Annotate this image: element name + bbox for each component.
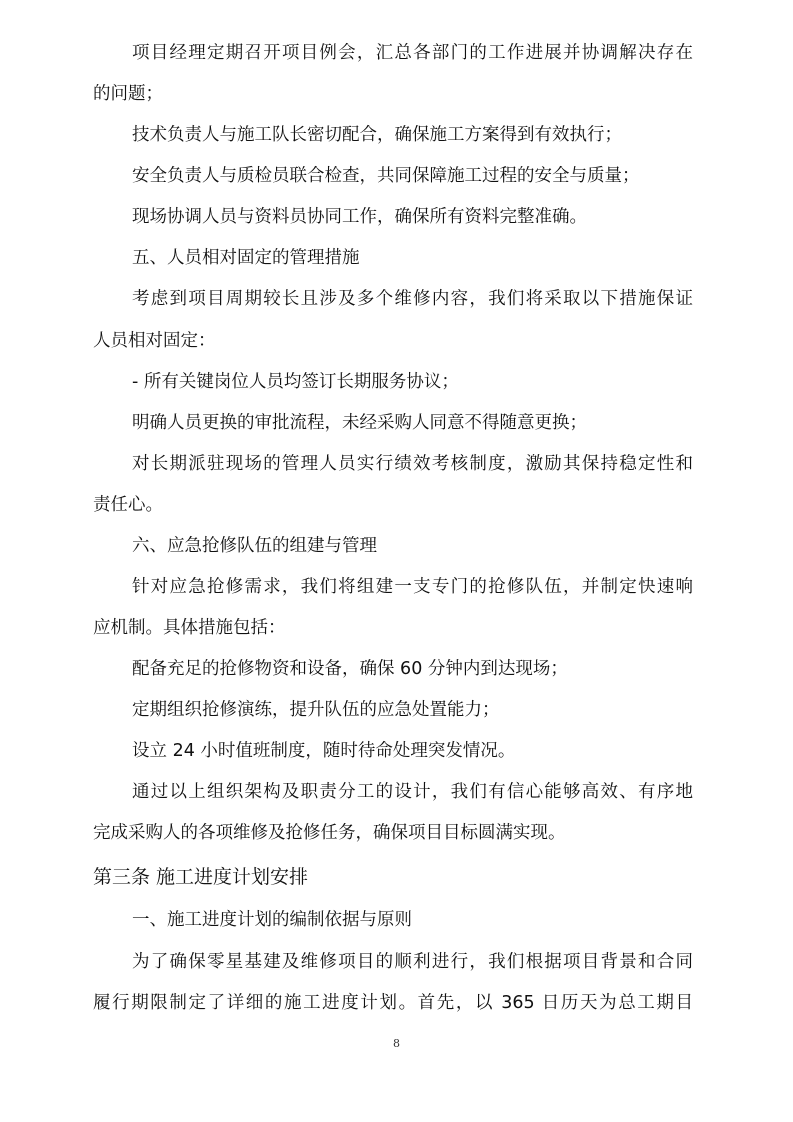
list-item: - 所有关键岗位人员均签订长期服务协议；: [132, 372, 459, 392]
paragraph-line: 人员相对固定：: [93, 331, 216, 351]
section-heading: 五、人员相对固定的管理措施: [132, 248, 360, 268]
paragraph-line: 的问题；: [93, 84, 163, 104]
paragraph-line: 安全负责人与质检员联合检查，共同保障施工过程的安全与质量；: [132, 166, 640, 186]
list-item: 定期组织抢修演练，提升队伍的应急处置能力；: [132, 700, 500, 720]
article-title: 第三条 施工进度计划安排: [93, 866, 309, 888]
paragraph-line: 项目经理定期召开项目例会，汇总各部门的工作进展并协调解决存在: [132, 43, 693, 63]
paragraph-line: 为了确保零星基建及维修项目的顺利进行，我们根据项目背景和合同: [132, 952, 693, 972]
list-item: 设立 24 小时值班制度，随时待命处理突发情况。: [132, 741, 516, 761]
paragraph-line: 责任心。: [93, 495, 163, 515]
paragraph-line: 现场协调人员与资料员协同工作，确保所有资料完整准确。: [132, 207, 587, 227]
paragraph-line: 通过以上组织架构及职责分工的设计，我们有信心能够高效、有序地: [132, 782, 693, 802]
list-item: 配备充足的抢修物资和设备，确保 60 分钟内到达现场；: [132, 659, 568, 679]
paragraph-line: 针对应急抢修需求，我们将组建一支专门的抢修队伍，并制定快速响: [132, 577, 693, 597]
paragraph-line: 技术负责人与施工队长密切配合，确保施工方案得到有效执行；: [132, 125, 622, 145]
paragraph-line: 履行期限制定了详细的施工进度计划。首先，以 365 日历天为总工期目: [93, 993, 693, 1013]
paragraph-line: 完成采购人的各项维修及抢修任务，确保项目目标圆满实现。: [93, 823, 566, 843]
paragraph-line: 应机制。具体措施包括：: [93, 618, 286, 638]
section-heading: 一、施工进度计划的编制依据与原则: [132, 910, 412, 930]
list-item: 对长期派驻现场的管理人员实行绩效考核制度，激励其保持稳定性和: [132, 454, 693, 474]
list-item: 明确人员更换的审批流程，未经采购人同意不得随意更换；: [132, 413, 587, 433]
page-number: 8: [393, 1037, 400, 1050]
section-heading: 六、应急抢修队伍的组建与管理: [132, 536, 377, 556]
paragraph-line: 考虑到项目周期较长且涉及多个维修内容，我们将采取以下措施保证: [132, 289, 693, 309]
